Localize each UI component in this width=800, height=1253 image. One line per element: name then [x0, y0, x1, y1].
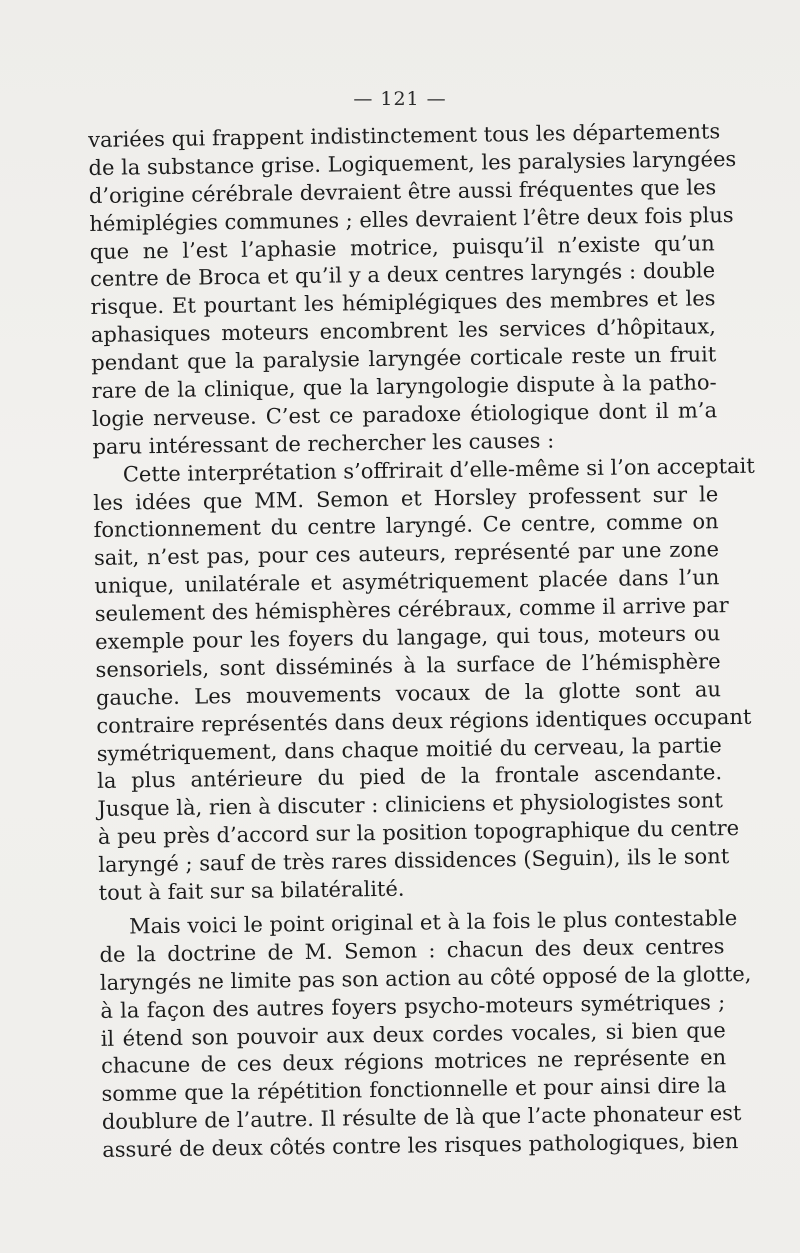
text-line: tout à fait sur sa bilatéralité. — [98, 876, 405, 905]
body-text — [88, 118, 755, 1165]
text-line: Cette interprétation s’offrirait d’elle-même si l’on acceptait — [122, 453, 755, 487]
text-line: Mais voici le point original et à la fois le plus contestable — [128, 905, 738, 939]
text-line: Jusque là, rien à discuter : cliniciens et physiologistes sont — [97, 788, 723, 822]
text-line: sensoriels, sont disséminés à la surface de l’hémisphère — [95, 649, 721, 682]
text-line: chacune de ces deux régions motrices ne représente en — [100, 1045, 727, 1079]
text-line: paru intéressant de rechercher les causes : — [92, 428, 555, 459]
text-line: de la doctrine de M. Semon : chacun des deux centres — [99, 934, 725, 967]
text-line: exemple pour les foyers du langage, qui tous, moteurs ou — [95, 621, 721, 654]
text-line: somme que la répétition fonctionnelle et pour ainsi dire la — [101, 1073, 727, 1107]
text-line: gauche. Les mouvements vocaux de la glotte sont au — [95, 677, 722, 710]
text-line: laryngé ; sauf de très rares dissidences (Seguin), ils le sont — [98, 844, 730, 878]
text-line: assuré de deux côtés contre les risques pathologiques, bien — [102, 1129, 739, 1162]
text-line: que ne l’est l’aphasie motrice, puisqu’il n’existe qu’un — [89, 230, 715, 264]
page-number: — 121 — — [353, 88, 447, 110]
text-line: la plus antérieure du pied de la frontale ascendante. — [96, 760, 723, 794]
text-line: variées qui frappent indistinctement tous les départements — [88, 119, 721, 152]
text-line: pendant que la paralysie laryngée corticale reste un fruit — [91, 342, 717, 376]
text-line: contraire représentés dans deux régions identiques occupant — [96, 704, 752, 738]
text-line: à peu près d’accord sur la position topographique du centre — [97, 816, 740, 850]
text-line: d’origine cérébrale devraient être aussi fréquentes que les — [88, 175, 717, 208]
text-line: laryngés ne limite pas son action au côté opposé de la glotte, — [99, 961, 752, 995]
text-line: il étend son pouvoir aux deux cordes vocales, si bien que — [100, 1017, 726, 1051]
text-line: hémiplégies communes ; elles devraient l’être deux fois plus — [89, 202, 734, 236]
text-line: à la façon des autres foyers psycho-moteurs symétriques ; — [100, 989, 726, 1023]
text-line: rare de la clinique, que la laryngologie dispute à la patho- — [91, 370, 717, 403]
text-line: seulement des hémisphères cérébraux, comme il arrive par — [94, 593, 729, 627]
text-line: unique, unilatérale et asymétriquement placée dans l’un — [94, 565, 720, 599]
text-line: symétriquement, dans chaque moitié du cerveau, la partie — [96, 732, 722, 766]
text-line: fonctionnement du centre laryngé. Ce centre, comme on — [93, 509, 719, 543]
text-line: sait, n’est pas, pour ces auteurs, représenté par une zone — [93, 537, 720, 571]
text-line: centre de Broca et qu’il y a deux centres laryngés : double — [89, 258, 716, 292]
text-line: aphasiques moteurs encombrent les services d’hôpitaux, — [90, 314, 717, 348]
text-line: doublure de l’autre. Il résulte de là que l’acte phonateur est — [101, 1101, 742, 1135]
text-line: logie nerveuse. C’est ce paradoxe étiologique dont il m’a — [91, 398, 718, 431]
text-line: de la substance grise. Logiquement, les paralysies laryngées — [88, 146, 737, 180]
text-line: risque. Et pourtant les hémiplégiques des membres et les — [90, 286, 716, 320]
text-line: les idées que MM. Semon et Horsley professent sur le — [93, 481, 719, 515]
